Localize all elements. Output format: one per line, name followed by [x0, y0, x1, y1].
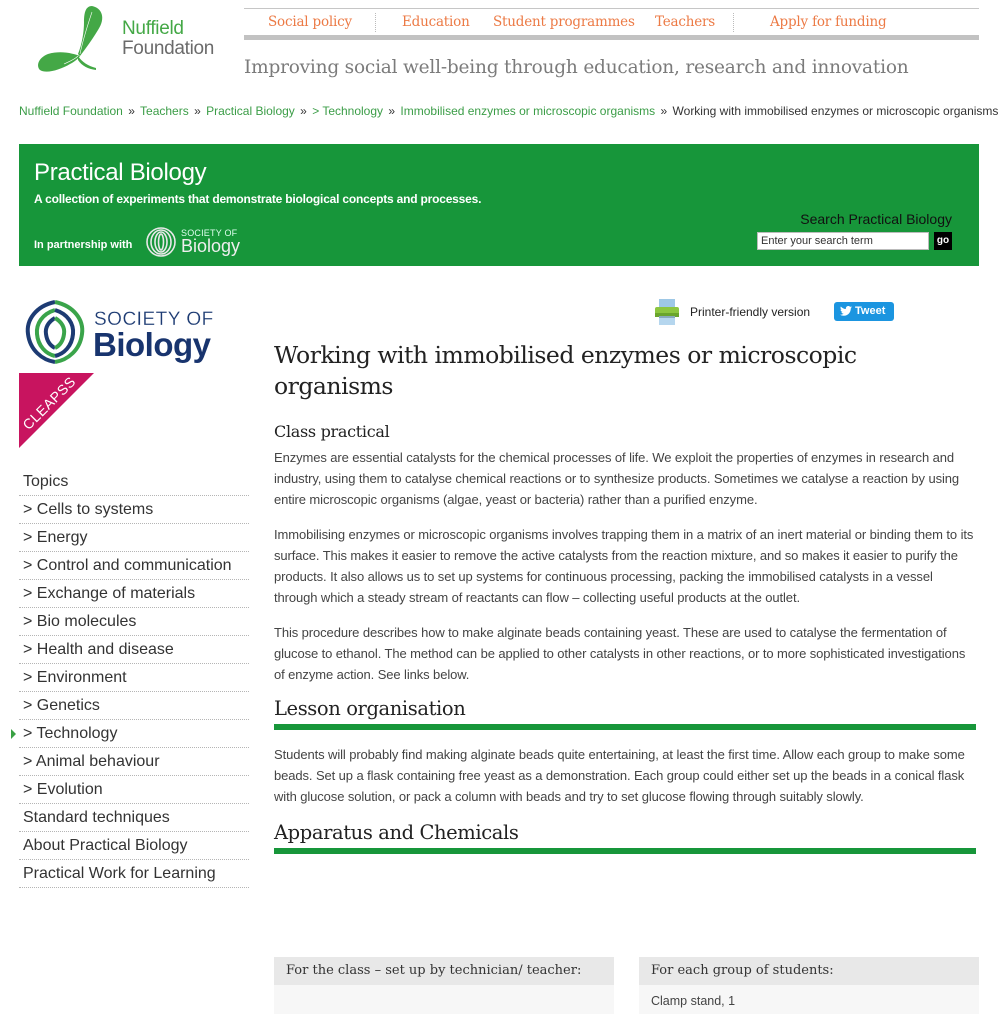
nav-separator: [375, 13, 376, 32]
topics-menu: [19, 468, 249, 888]
breadcrumb-separator: »: [194, 104, 201, 118]
society-of-biology-partner-logo[interactable]: SOCIETY OF Biology: [143, 223, 253, 259]
top-navigation: [244, 8, 979, 40]
nav-education[interactable]: Education: [402, 14, 470, 30]
nav-separator: [733, 13, 734, 32]
sidebar-item-health-and-disease[interactable]: > Health and disease: [19, 636, 249, 664]
society-of-biology-emblem-icon: [143, 223, 179, 259]
logo-line1: Nuffield: [122, 18, 184, 39]
active-item-arrow-icon: [11, 729, 16, 739]
sidebar-item-cells-to-systems[interactable]: > Cells to systems: [19, 496, 249, 524]
class-apparatus-header: For the class – set up by technician/ teacher:: [274, 957, 614, 985]
cleapss-badge[interactable]: [19, 373, 94, 448]
banner-subtitle: A collection of experiments that demonstrate biological concepts and processes.: [34, 192, 482, 206]
breadcrumb-link[interactable]: Immobilised enzymes or microscopic organisms: [400, 104, 656, 118]
cleapss-label: CLEAPSS: [19, 373, 79, 433]
practical-biology-banner: [19, 144, 979, 266]
breadcrumb-separator: »: [300, 104, 307, 118]
maple-seed-icon: [34, 4, 124, 76]
sidebar-item-standard-techniques[interactable]: Standard techniques: [19, 804, 249, 832]
class-apparatus-box: [274, 957, 614, 1014]
printer-friendly-link[interactable]: Printer-friendly version: [690, 305, 811, 319]
breadcrumb-separator: »: [388, 104, 396, 118]
breadcrumb-link[interactable]: > Technology: [312, 104, 384, 118]
nav-social-policy[interactable]: Social policy: [268, 14, 352, 30]
breadcrumb-current: Working with immobilised enzymes or microscopic organisms: [672, 104, 999, 118]
partnership-label: In partnership with: [34, 239, 133, 251]
banner-title[interactable]: Practical Biology: [34, 159, 207, 186]
lesson-organisation-text: Students will probably find making alginate beads quite entertaining, at least the first time. Allow each group to make some beads. Set up a flask containing free yeast as a demonstration. Each group could either set up the beads in a conical flask with glucose solution, or pack a column with beads and try to set glucose flowing through suitably slowly.: [274, 747, 965, 804]
printer-icon[interactable]: [654, 298, 680, 326]
nav-student-programmes[interactable]: Student programmes: [493, 14, 635, 30]
society-of-biology-emblem-icon: [22, 296, 88, 366]
sidebar-item-environment[interactable]: > Environment: [19, 664, 249, 692]
apparatus-item: Clamp stand, 1: [651, 994, 736, 1008]
intro-paragraph: This procedure describes how to make alginate beads containing yeast. These are used to catalyse the fermentation of glucose to ethanol. The method can be applied to other catalysts in other reactions, or to more sophisticated investigations of enzyme action. See links below.: [274, 625, 966, 682]
breadcrumb-separator: »: [660, 104, 668, 118]
sidebar-item-topics[interactable]: Topics: [19, 468, 249, 496]
sidebar-item-about-practical-biology[interactable]: About Practical Biology: [19, 832, 249, 860]
intro-paragraph: Enzymes are essential catalysts for the chemical processes of life. We exploit the properties of enzymes in research and industry, using them to catalyse chemical reactions or to synthesize products. Sometimes we catalyse a reaction by using entire microscopic organisms (algae, yeast or bacteria) rather than a purified enzyme.: [274, 450, 960, 507]
society-of-biology-logo[interactable]: SOCIETY OF Biology: [22, 296, 222, 368]
sidebar-item-control-and-communication[interactable]: > Control and communication: [19, 552, 249, 580]
nav-teachers[interactable]: Teachers: [655, 14, 716, 30]
tweet-button[interactable]: Tweet: [834, 302, 894, 321]
breadcrumb-link[interactable]: Nuffield Foundation: [19, 104, 123, 118]
apparatus-lists: [274, 957, 979, 1014]
nuffield-foundation-logo[interactable]: [34, 4, 224, 76]
practical-type-heading: Class practical: [274, 422, 390, 441]
group-apparatus-box: [639, 957, 979, 1014]
sidebar-item-genetics[interactable]: > Genetics: [19, 692, 249, 720]
intro-paragraph: Immobilising enzymes or microscopic organisms involves trapping them in a matrix of an inert material or binding them to its surface. This makes it easier to remove the active catalysts from the reaction mixture, and so makes it easier to purify the products. It also allows us to set up systems for continuous processing, packing the immobilised catalysts in a vessel through which a steady stream of reactants can flow – collecting useful products at the outlet.: [274, 527, 974, 605]
breadcrumb-link[interactable]: Practical Biology: [206, 104, 295, 118]
search-label: Search Practical Biology: [800, 211, 952, 227]
apparatus-heading: Apparatus and Chemicals: [274, 821, 976, 854]
sidebar-item-energy[interactable]: > Energy: [19, 524, 249, 552]
sidebar-item-bio-molecules[interactable]: > Bio molecules: [19, 608, 249, 636]
breadcrumb: [19, 104, 998, 118]
group-apparatus-header: For each group of students:: [639, 957, 979, 985]
sidebar-item-animal-behaviour[interactable]: > Animal behaviour: [19, 748, 249, 776]
logo-line2: Foundation: [122, 38, 215, 59]
site-tagline: Improving social well-being through education, research and innovation: [244, 57, 909, 78]
search-input[interactable]: [757, 232, 929, 250]
sidebar-item-technology[interactable]: > Technology: [19, 720, 249, 748]
nav-apply-for-funding[interactable]: Apply for funding: [770, 14, 887, 30]
sidebar-item-practical-work-for-learning[interactable]: Practical Work for Learning: [19, 860, 249, 888]
search-go-button[interactable]: go: [934, 232, 952, 250]
sidebar-item-evolution[interactable]: > Evolution: [19, 776, 249, 804]
page-title: Working with immobilised enzymes or microscopic organisms: [274, 341, 857, 400]
breadcrumb-separator: »: [128, 104, 135, 118]
twitter-bird-icon: [840, 306, 852, 316]
article: [274, 340, 976, 854]
breadcrumb-link[interactable]: Teachers: [140, 104, 189, 118]
lesson-organisation-heading: Lesson organisation: [274, 697, 976, 730]
sidebar-item-exchange-of-materials[interactable]: > Exchange of materials: [19, 580, 249, 608]
